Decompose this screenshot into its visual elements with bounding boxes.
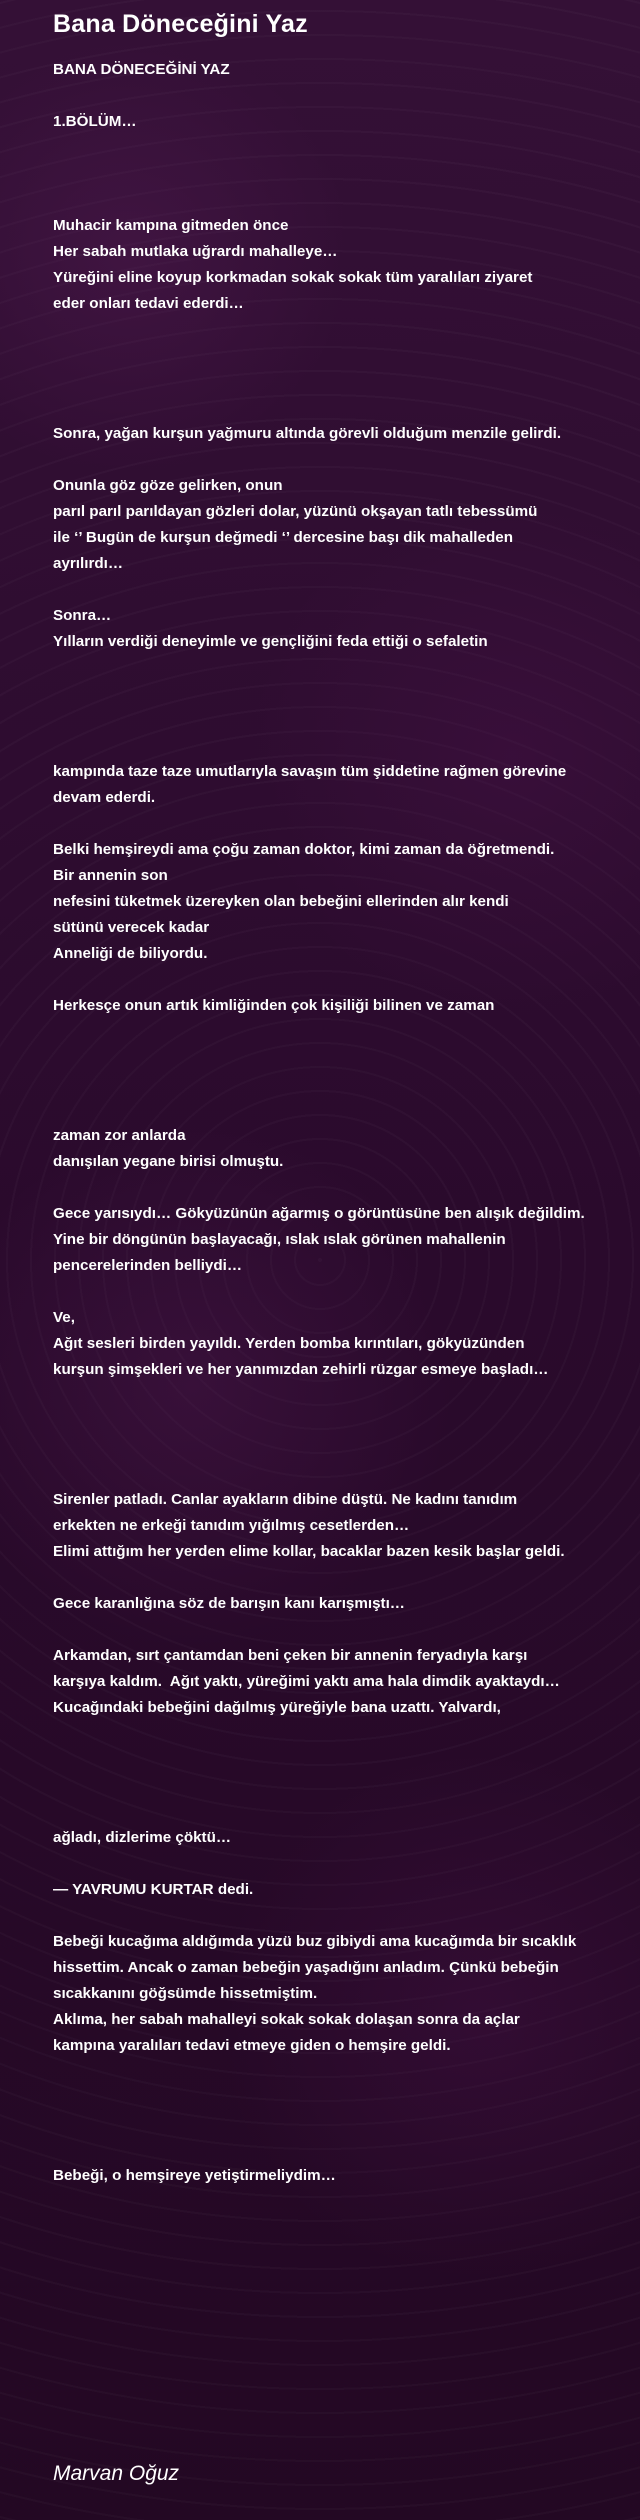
poem-line: nefesini tüketmek üzereyken olan bebeğini ellerinden alır kendi [53,893,509,910]
blank-line [53,1175,628,1201]
blank-line [53,1383,628,1409]
blank-line [53,707,628,733]
blank-line [53,967,628,993]
blank-line [53,83,628,109]
poem-line: sütünü verecek kadar [53,919,210,936]
blank-line [53,1799,628,1825]
blank-line [53,811,628,837]
poem-line: kampında taze taze umutlarıyla savaşın tüm şiddetine rağmen görevine [53,763,567,780]
blank-line [53,1773,628,1799]
poem-line: Aklıma, her sabah mahalleyi sokak sokak dolaşan sonra da açlar [53,2011,520,2028]
poem-line: Elimi attığım her yerden elime kollar, bacaklar bazen kesik başlar geldi. [53,1543,565,1560]
poem-line: Onunla göz göze gelirken, onun [53,477,283,494]
poem-line: Belki hemşireydi ama çoğu zaman doktor, kimi zaman da öğretmendi. [53,841,555,858]
poem-line: kurşun şimşekleri ve her yanımızdan zehirli rüzgar esmeye başladı… [53,1361,549,1378]
poem-line: — YAVRUMU KURTAR dedi. [53,1881,254,1898]
poem-line: Muhacir kampına gitmeden önce [53,217,289,234]
blank-line [53,1747,628,1773]
blank-line [53,577,628,603]
poem-line: Sonra, yağan kurşun yağmuru altında görevli olduğum menzile gelirdi. [53,425,562,442]
blank-line [53,369,628,395]
blank-line [53,1851,628,1877]
blank-line [53,655,628,681]
blank-line [53,395,628,421]
poem-line: Bebeği kucağıma aldığımda yüzü buz gibiydi ama kucağımda bir sıcaklık [53,1933,577,1950]
poem-line: zaman zor anlarda [53,1127,186,1144]
blank-line [53,187,628,213]
poem-line: Yılların verdiği deneyimle ve gençliğini feda ettiği o sefaletin [53,633,488,650]
blank-line [53,1019,628,1045]
blank-line [53,1565,628,1591]
blank-line [53,2137,628,2163]
blank-line [53,135,628,161]
poem-line: Gece yarısıydı… Gökyüzünün ağarmış o görüntüsüne ben alışık değildim. [53,1205,585,1222]
poem-line: Bebeği, o hemşireye yetiştirmeliydim… [53,2167,336,2184]
poem-line: sıcakkanını göğsümde hissetmiştim. [53,1985,318,2002]
poem-line: Arkamdan, sırt çantamdan beni çeken bir annenin feryadıyla karşı [53,1647,528,1664]
blank-line [53,1409,628,1435]
poem-line: ağladı, dizlerime çöktü… [53,1829,232,1846]
poem-line: hissettim. Ancak o zaman bebeğin yaşadığını anladım. Çünkü bebeğin [53,1959,559,1976]
blank-line [53,161,628,187]
poem-line: Herkesçe onun artık kimliğinden çok kişiliği bilinen ve zaman [53,997,495,1014]
poem-line: Gece karanlığına söz de barışın kanı karışmıştı… [53,1595,405,1612]
blank-line [53,1097,628,1123]
poem-line: danışılan yegane birisi olmuştu. [53,1153,284,1170]
poem-line: Ve, [53,1309,75,1326]
poem-line: Kucağındaki bebeğini dağılmış yüreğiyle bana uzattı. Yalvardı, [53,1699,501,1716]
poem-line: devam ederdi. [53,789,156,806]
poem-line: Ağıt sesleri birden yayıldı. Yerden bomba kırıntıları, gökyüzünden [53,1335,525,1352]
blank-line [53,681,628,707]
blank-line [53,317,628,343]
poem-line: 1.BÖLÜM… [53,113,137,130]
poem-line: kampına yaralıları tedavi etmeye giden o hemşire geldi. [53,2037,451,2054]
poem-line: pencerelerinden belliydi… [53,1257,243,1274]
poem-line: eder onları tedavi ederdi… [53,295,244,312]
poem-line: Anneliği de biliyordu. [53,945,208,962]
poem-title: Bana Döneceğini Yaz [53,10,308,38]
blank-line [53,2059,628,2085]
blank-line [53,1279,628,1305]
poem-line: BANA DÖNECEĞİNİ YAZ [53,61,230,78]
blank-line [53,1903,628,1929]
blank-line [53,1071,628,1097]
poem-line: Yüreğini eline koyup korkmadan sokak sokak tüm yaralıları ziyaret [53,269,533,286]
poem-author[interactable]: Marvan Oğuz [53,2462,180,2485]
poem-line: Sonra… [53,607,112,624]
blank-line [53,1435,628,1461]
poem-line: Yine bir döngünün başlayacağı, ıslak ıslak görünen mahallenin [53,1231,506,1248]
blank-line [53,2085,628,2111]
poem-body [53,57,628,2189]
blank-line [53,1045,628,1071]
blank-line [53,2111,628,2137]
poem-line: Her sabah mutlaka uğrardı mahalleye… [53,243,338,260]
blank-line [53,1461,628,1487]
poem-line: karşıya kaldım. Ağıt yaktı, yüreğimi yaktı ama hala dimdik ayaktaydı… [53,1673,560,1690]
poem-line: Bir annenin son [53,867,168,884]
blank-line [53,1721,628,1747]
blank-line [53,733,628,759]
poem-line: ile ‘’ Bugün de kurşun değmedi ‘’ dercesine başı dik mahalleden [53,529,513,546]
blank-line [53,343,628,369]
blank-line [53,447,628,473]
poem-line: ayrılırdı… [53,555,124,572]
blank-line [53,1617,628,1643]
poem-line: parıl parıl parıldayan gözleri dolar, yüzünü okşayan tatlı tebessümü [53,503,538,520]
poem-line: erkekten ne erkeği tanıdım yığılmış cesetlerden… [53,1517,410,1534]
poem-line: Sirenler patladı. Canlar ayakların dibine düştü. Ne kadını tanıdım [53,1491,518,1508]
